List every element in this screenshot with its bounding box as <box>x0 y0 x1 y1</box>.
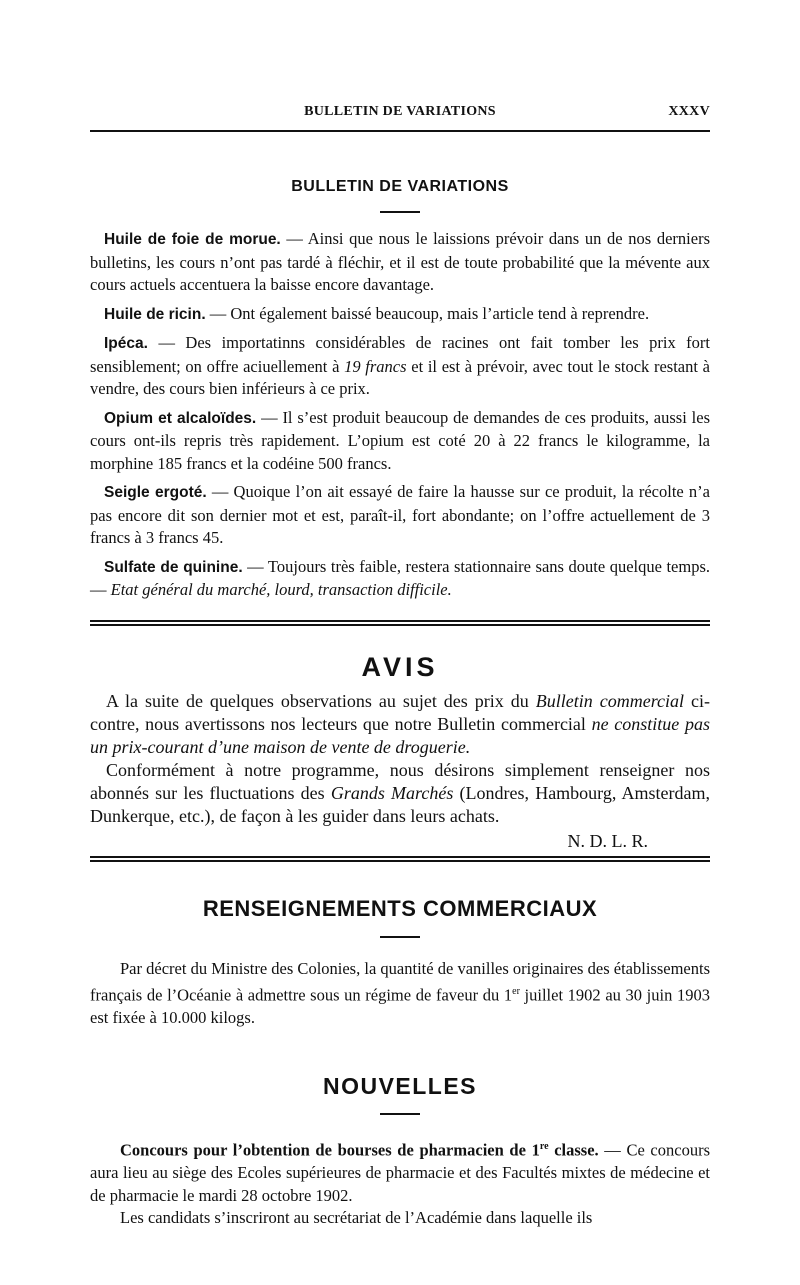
nouvelles-body <box>90 1136 710 1230</box>
bulletin-title: BULLETIN DE VARIATIONS <box>291 178 509 195</box>
nouvelles-paragraph: Concours pour l’obtention de bourses de pharmacien de 1re classe. — Ce concours aura lieu au siège des Ecoles supérieures de pharmacie et des Facultés mixtes de médecine et de pharmacie le mardi 28 octobre 1902. <box>90 1140 710 1205</box>
avis-paragraph: A la suite de quelques observations au sujet des prix du Bulletin commercial ci-contre, nous avertissons nos lecteurs que notre Bulletin commercial ne constitue pas un prix-courant d’une maison de vente de droguerie. <box>90 691 710 757</box>
renseignements-body <box>90 958 710 1029</box>
bulletin-body <box>90 228 710 608</box>
title-underline <box>380 1113 420 1115</box>
section-divider <box>90 620 710 626</box>
bulletin-item: Seigle ergoté. — Quoique l’on ait essayé de faire la hausse sur ce produit, la récolte n’a pas encore dit son dernier mot et est, paraît-il, fort abondante; on l’offre actuellement de 3 francs à 3 francs 45. <box>90 482 710 547</box>
nouvelles-paragraph: Les candidats s’inscriront au secrétariat de l’Académie dans laquelle ils <box>120 1208 593 1227</box>
avis-title: AVIS <box>361 652 439 682</box>
bulletin-item: Huile de ricin. — Ont également baissé beaucoup, mais l’article tend à reprendre. <box>104 303 650 323</box>
avis-paragraph: Conformément à notre programme, nous désirons simplement renseigner nos abonnés sur les fluctuations des Grands Marchés (Londres, Hambourg, Amsterdam, Dunkerque, etc.), de façon à les guider dans leurs achats. <box>90 760 711 826</box>
bulletin-item: Sulfate de quinine. — Toujours très faible, restera stationnaire sans doute quelque temps. — Etat général du marché, lourd, transaction difficile. <box>90 556 711 599</box>
bulletin-item: Ipéca. — Des importatinns considérables de racines ont fait tomber les prix fort sensiblement; on offre aciuellement à 19 francs et il est à prévoir, avec tout le stock restant à vendre, des cours bien inférieurs à ce prix. <box>90 333 710 398</box>
header-rule <box>90 130 710 132</box>
running-title: BULLETIN DE VARIATIONS <box>304 104 496 119</box>
renseignements-paragraph: Par décret du Ministre des Colonies, la quantité de vanilles originaires des établissements français de l’Océanie à admettre sous un régime de faveur du 1er juillet 1902 au 30 juin 1903 est fixée à 10.000 kilogs. <box>90 959 710 1027</box>
avis-body <box>90 690 710 853</box>
page-number: XXXV <box>668 104 710 119</box>
avis-signature: N. D. L. R. <box>567 831 648 851</box>
running-header <box>90 104 710 124</box>
bulletin-item: Opium et alcaloïdes. — Il s’est produit beaucoup de demandes de ces produits, aussi les cours ont-ils repris très rapidement. L’opium est coté 20 à 22 francs le kilogramme, la morphine 185 francs et la codéine 500 francs. <box>90 407 710 473</box>
bulletin-item: Huile de foie de morue. — Ainsi que nous le laissions prévoir dans un de nos derniers bulletins, les cours n’ont pas tardé à fléchir, et il est de toute probabilité que la mévente aux cours actuels accentuera la baisse encore davantage. <box>90 229 710 294</box>
title-underline <box>380 936 420 938</box>
nouvelles-title: NOUVELLES <box>322 1073 478 1099</box>
section-divider <box>90 856 710 862</box>
title-underline <box>380 211 420 213</box>
renseignements-title: RENSEIGNEMENTS COMMERCIAUX <box>202 896 598 921</box>
